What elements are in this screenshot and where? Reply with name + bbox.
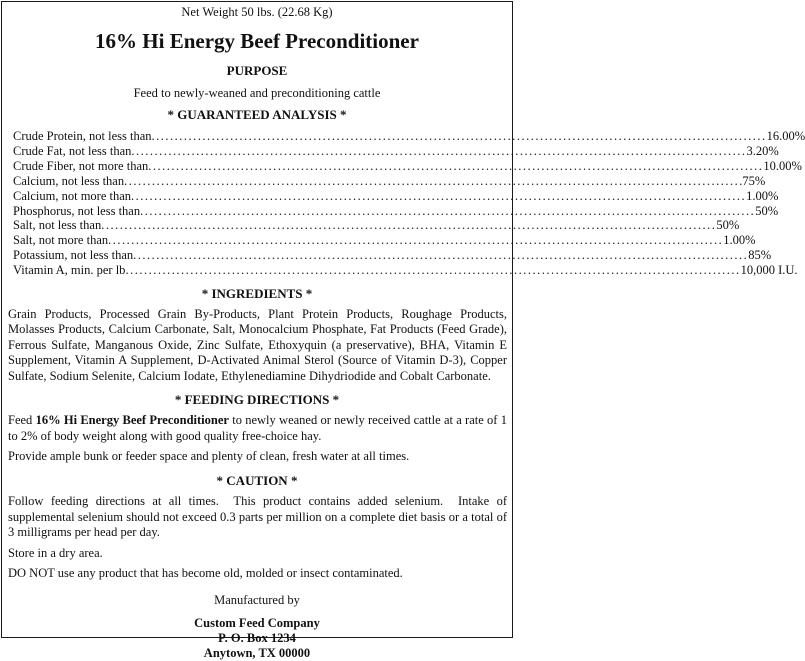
net-weight: Net Weight 50 lbs. (22.68 Kg) — [181, 5, 333, 19]
feed-label — [1, 1, 805, 661]
dot-leader — [140, 204, 755, 219]
analysis-value: .75% — [739, 173, 766, 188]
manufactured-by-label: Manufactured by — [214, 593, 300, 608]
analysis-name: Calcium, not more than — [13, 188, 132, 203]
address-line-2: Anytown, TX 00000 — [203, 646, 311, 661]
company-name: Custom Feed Company — [194, 616, 320, 631]
analysis-value: 50% — [716, 218, 740, 233]
ingredients-text: Grain Products, Processed Grain By-Products, Plant Protein Products, Roughage Products, Molasses Products, Calcium Carbonate, Salt, Monocalcium Phosphate, Fat Products (Feed Grade), Ferrous Sulfate, Manganous Oxide, Zinc Sulfate, Ethoxyquin (a preservative), BHA, Vitamin E Supplement, Vitamin A Supplement, D-Activated Animal Sterol (Source of Vitamin D-3), Copper Sulfate, Sodium Selenite, Calcium Iodate, Ethylenediamine Dihydriodide and Cobalt Carbonate. — [8, 307, 507, 383]
feeding-directions-paragraph — [8, 413, 507, 444]
analysis-value: 50% — [755, 203, 779, 218]
purpose-text: Feed to newly-weaned and preconditioning cattle — [133, 86, 381, 100]
analysis-value: 85% — [748, 248, 772, 263]
analysis-value: 1.00% — [723, 233, 756, 248]
analysis-row — [13, 188, 779, 204]
ingredients-heading: * INGREDIENTS * — [201, 286, 313, 302]
dot-leader — [152, 129, 767, 144]
analysis-row — [13, 218, 740, 233]
product-title: 16% Hi Energy Beef Preconditioner — [95, 29, 419, 53]
analysis-name: Potassium, not less than — [13, 248, 134, 263]
dot-leader — [124, 174, 739, 189]
feeding-suffix: to newly weaned or newly received cattle at a rate of 1 to 2% of body weight along with good quality free-choice hay. — [8, 413, 507, 443]
guaranteed-analysis-table — [13, 129, 805, 278]
analysis-value: 10.00% — [763, 158, 802, 173]
analysis-row — [13, 263, 798, 278]
analysis-name: Crude Protein, not less than — [13, 129, 152, 143]
address-line-1: P. O. Box 1234 — [218, 631, 296, 646]
analysis-name: Crude Fiber, not more than — [13, 158, 149, 173]
dot-leader — [131, 189, 746, 204]
purpose-heading: PURPOSE — [226, 63, 288, 78]
analysis-row — [13, 129, 805, 144]
dot-leader — [148, 159, 763, 174]
feeding-directions-heading: * FEEDING DIRECTIONS * — [174, 392, 340, 408]
analysis-name: Crude Fat, not less than — [13, 143, 132, 158]
analysis-row — [13, 248, 772, 263]
disposal-paragraph: DO NOT use any product that has become old, molded or insect contaminated. — [8, 565, 403, 580]
manufacturer-address — [2, 616, 512, 661]
dot-leader — [101, 218, 716, 233]
analysis-name: Phosphorus, not less than — [13, 203, 141, 218]
dot-leader — [131, 144, 746, 159]
analysis-value: 10,000 I.U. — [740, 263, 798, 278]
guaranteed-analysis-heading: * GUARANTEED ANALYSIS * — [167, 107, 347, 122]
dot-leader — [125, 263, 740, 278]
caution-heading: * CAUTION * — [216, 473, 298, 489]
analysis-row — [13, 158, 802, 174]
analysis-name: Vitamin A, min. per lb — [13, 263, 126, 278]
analysis-name: Calcium, not less than — [13, 173, 125, 188]
storage-paragraph: Store in a dry area. — [8, 545, 103, 560]
product-name-inline: 16% Hi Energy Beef Preconditioner — [35, 413, 229, 428]
analysis-value: 3.20% — [746, 143, 779, 158]
dot-leader — [133, 248, 748, 263]
analysis-row — [13, 203, 779, 219]
caution-paragraph: Follow feeding directions at all times. This product contains added selenium. Intake of supplemental selenium should not exceed 0.3 parts per million on a complete diet basis or a total of 3 milligrams per head per day. — [8, 494, 511, 540]
dot-leader — [108, 233, 723, 248]
analysis-row — [13, 143, 779, 159]
analysis-name: Salt, not more than — [13, 233, 109, 248]
analysis-value: 1.00% — [746, 188, 779, 203]
water-paragraph: Provide ample bunk or feeder space and plenty of clean, fresh water at all times. — [8, 448, 410, 463]
analysis-name: Salt, not less than — [13, 218, 102, 233]
analysis-row — [13, 173, 766, 189]
analysis-value: 16.00% — [766, 129, 805, 143]
feeding-prefix: Feed — [8, 413, 36, 428]
analysis-row — [13, 233, 756, 248]
